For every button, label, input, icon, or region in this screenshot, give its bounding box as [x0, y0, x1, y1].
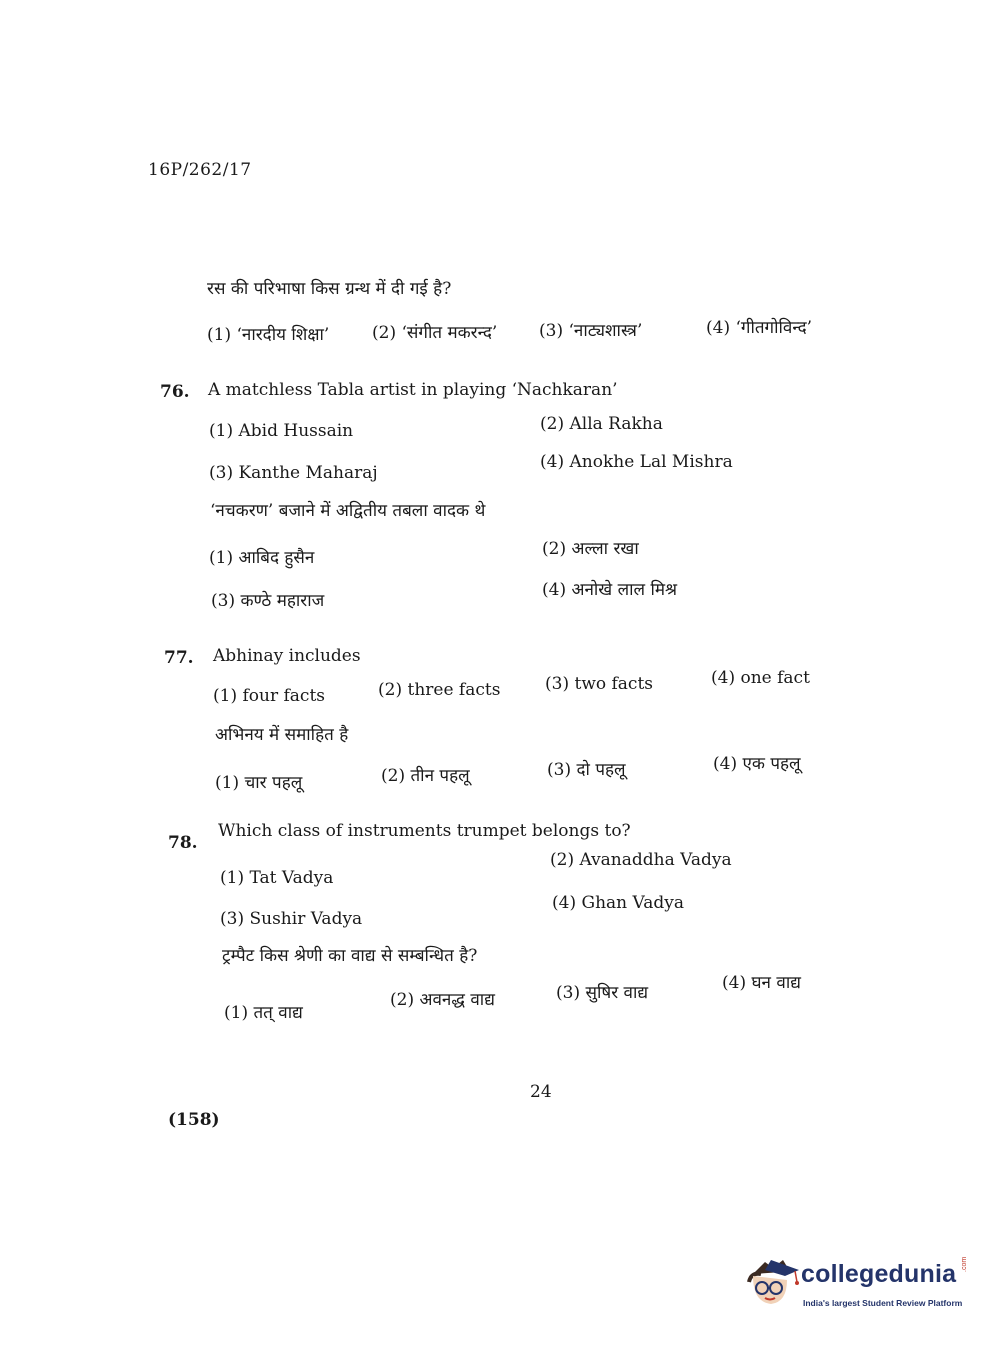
q75-option-2-hindi: (2) ‘संगीत मकरन्द’ — [372, 323, 498, 343]
q78-option-1-hindi: (1) तत् वाद्य — [224, 1003, 303, 1023]
q76-number: 76. — [160, 382, 190, 402]
q77-question-english: Abhinay includes — [213, 646, 361, 666]
q76-option-2-english: (2) Alla Rakha — [540, 414, 663, 434]
q76-option-1-english: (1) Abid Hussain — [209, 421, 354, 441]
q77-option-3-english: (3) two facts — [545, 674, 654, 694]
q77-option-1-english: (1) four facts — [213, 686, 325, 706]
q76-question-hindi: ‘नचकरण’ बजाने में अद्वितीय तबला वादक थे — [210, 501, 486, 521]
q75-option-1-hindi: (1) ‘नारदीय शिक्षा’ — [207, 325, 330, 345]
footer-code: (158) — [168, 1110, 220, 1130]
q76-option-4-english: (4) Anokhe Lal Mishra — [540, 452, 733, 472]
q77-option-2-hindi: (2) तीन पहलू — [381, 766, 470, 786]
logo-name: collegedunia — [801, 1260, 957, 1288]
q77-option-4-hindi: (4) एक पहलू — [713, 754, 801, 774]
q78-number: 78. — [168, 833, 198, 853]
q75-question-hindi: रस की परिभाषा किस ग्रन्थ में दी गई है? — [207, 279, 452, 299]
q78-option-1-english: (1) Tat Vadya — [220, 868, 334, 888]
q76-option-3-hindi: (3) कण्ठे महाराज — [211, 591, 325, 611]
paper-code: 16P/262/17 — [148, 160, 252, 180]
q78-option-4-hindi: (4) घन वाद्य — [722, 973, 801, 993]
q77-number: 77. — [164, 648, 194, 668]
logo-tagline: India's largest Student Review Platform — [803, 1298, 963, 1308]
q76-option-3-english: (3) Kanthe Maharaj — [209, 463, 378, 483]
q78-option-4-english: (4) Ghan Vadya — [552, 893, 684, 913]
q78-option-2-english: (2) Avanaddha Vadya — [550, 850, 732, 870]
q78-option-2-hindi: (2) अवनद्ध वाद्य — [390, 990, 495, 1010]
logo-suffix: .com — [961, 1256, 968, 1272]
q76-option-2-hindi: (2) अल्ला रखा — [542, 539, 639, 559]
q76-option-4-hindi: (4) अनोखे लाल मिश्र — [542, 580, 678, 600]
q77-option-3-hindi: (3) दो पहलू — [547, 760, 626, 780]
collegedunia-logo — [743, 1250, 973, 1320]
q78-question-hindi: ट्रम्पैट किस श्रेणी का वाद्य से सम्बन्धित है? — [222, 946, 478, 966]
q78-option-3-english: (3) Sushir Vadya — [220, 909, 363, 929]
q77-option-1-hindi: (1) चार पहलू — [215, 773, 303, 793]
q77-option-4-english: (4) one fact — [711, 668, 810, 688]
q77-option-2-english: (2) three facts — [378, 680, 501, 700]
q76-question-english: A matchless Tabla artist in playing ‘Nachkaran’ — [208, 380, 618, 400]
page-number: 24 — [530, 1082, 552, 1102]
q75-option-4-hindi: (4) ‘गीतगोविन्द’ — [706, 318, 813, 338]
q78-question-english: Which class of instruments trumpet belongs to? — [218, 821, 631, 841]
q76-option-1-hindi: (1) आबिद हुसैन — [209, 548, 315, 568]
q75-option-3-hindi: (3) ‘नाट्यशास्त्र’ — [539, 321, 643, 341]
q77-question-hindi: अभिनय में समाहित है — [215, 725, 349, 745]
q78-option-3-hindi: (3) सुषिर वाद्य — [556, 983, 649, 1003]
mascot-icon — [743, 1252, 799, 1310]
